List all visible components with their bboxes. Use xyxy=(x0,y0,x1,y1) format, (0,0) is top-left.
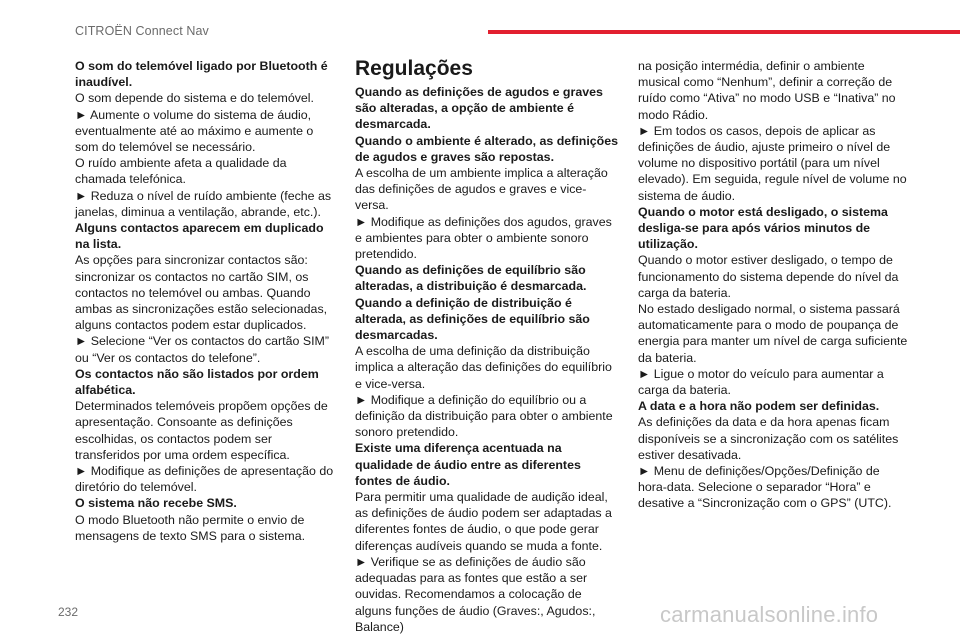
column-2-body xyxy=(355,84,620,635)
body-paragraph: No estado desligado normal, o sistema passará automaticamente para o modo de poupança de energia para manter um nível de carga suficiente da bateria. xyxy=(638,302,908,365)
question-heading: Existe uma diferença acentuada na qualidade de áudio entre as diferentes fontes de áudio. xyxy=(355,441,581,488)
body-paragraph: Para permitir uma qualidade de audição ideal, as definições de áudio podem ser adaptadas a diferentes fontes de áudio, o que pode gerar diferenças audíveis quando se muda a fonte. xyxy=(355,490,612,553)
body-paragraph: ► Menu de definições/Opções/Definição de hora-data. Selecione o separador “Hora” e desative a “Sincronização com o GPS” (UTC). xyxy=(638,464,892,511)
body-paragraph: ► Modifique as definições dos agudos, graves e ambientes para obter o ambiente sonoro pretendido. xyxy=(355,214,612,262)
body-paragraph: O modo Bluetooth não permite o envio de mensagens de texto SMS para o sistema. xyxy=(75,512,306,543)
body-paragraph: O ruído ambiente afeta a qualidade da chamada telefónica. xyxy=(75,156,287,187)
header-accent-bar xyxy=(488,30,960,34)
body-paragraph: ► Ligue o motor do veículo para aumentar a carga da bateria. xyxy=(638,366,884,398)
question-heading: O som do telemóvel ligado por Bluetooth é inaudível. xyxy=(75,59,328,90)
body-paragraph: A escolha de um ambiente implica a alteração das definições de agudos e graves e vice-versa. xyxy=(355,166,608,213)
question-heading: A data e a hora não podem ser definidas. xyxy=(638,399,880,414)
question-heading: Quando a definição de distribuição é alterada, as definições de equilíbrio são desmarcadas. xyxy=(355,295,590,343)
question-heading: Quando as definições de agudos e graves são alteradas, a opção de ambiente é desmarcada. xyxy=(355,85,603,132)
body-paragraph: ► Em todos os casos, depois de aplicar as definições de áudio, ajuste primeiro o nível de volume no dispositivo portátil (para um nível elevado). Em seguida, regule nível de volume no sistema de áudio. xyxy=(638,123,907,203)
body-paragraph: ► Selecione “Ver os contactos do cartão SIM” ou “Ver os contactos do telefone”. xyxy=(75,334,330,365)
body-paragraph: ► Reduza o nível de ruído ambiente (feche as janelas, diminua a ventilação, abrande, etc.). xyxy=(75,188,332,219)
body-paragraph: ► Modifique as definições de apresentação do diretório do telemóvel. xyxy=(75,464,334,495)
column-2 xyxy=(355,58,620,635)
body-paragraph: Quando o motor estiver desligado, o tempo de funcionamento do sistema depende do nível da carga da bateria. xyxy=(638,253,899,300)
question-heading: Alguns contactos aparecem em duplicado na lista. xyxy=(75,221,324,252)
body-paragraph: na posição intermédia, definir o ambiente musical como “Nenhum”, definir a correção de ruído como “Ativa” no modo USB e “Inativa” no modo Rádio. xyxy=(638,59,896,122)
question-heading: O sistema não recebe SMS. xyxy=(75,496,237,511)
body-paragraph: Determinados telemóveis propõem opções de apresentação. Consoante as definições escolhidas, os contactos podem ser transferidos por uma ordem específica. xyxy=(75,399,328,462)
watermark: carmanualsonline.info xyxy=(660,602,879,627)
question-heading: Os contactos não são listados por ordem alfabética. xyxy=(75,366,319,398)
question-heading: Quando o motor está desligado, o sistema desliga-se para após vários minutos de utilização. xyxy=(638,204,888,252)
body-paragraph: ► Aumente o volume do sistema de áudio, eventualmente até ao máximo e aumente o som do telemóvel se necessário. xyxy=(75,107,314,155)
body-paragraph: A escolha de uma definição da distribuição implica a alteração das definições do equilíbrio e vice-versa. xyxy=(355,344,612,391)
question-heading: Quando o ambiente é alterado, as definições de agudos e graves são repostas. xyxy=(355,133,619,164)
question-heading: Quando as definições de equilíbrio são alteradas, a distribuição é desmarcada. xyxy=(355,263,587,294)
body-paragraph: O som depende do sistema e do telemóvel. xyxy=(75,91,314,106)
body-paragraph: ► Verifique se as definições de áudio são adequadas para as fontes que estão a ser ouvidas. Recomendamos a colocação de alguns funções de áudio (Graves:, Agudos:, Balance) xyxy=(355,554,596,634)
column-1 xyxy=(75,58,337,544)
column-3 xyxy=(638,58,910,512)
body-paragraph: ► Modifique a definição do equilíbrio ou a definição da distribuição para obter o ambiente sonoro pretendido. xyxy=(355,392,613,440)
page-number: 232 xyxy=(58,605,79,619)
section-title: Regulações xyxy=(355,57,473,80)
body-paragraph: As opções para sincronizar contactos são: sincronizar os contactos no cartão SIM, os contactos no telemóvel ou ambas. Quando ambas as sincronizações estão selecionadas, alguns contactos podem estar duplicados. xyxy=(75,253,328,333)
header-title: CITROËN Connect Nav xyxy=(75,24,209,38)
body-paragraph: As definições da data e da hora apenas ficam disponíveis se a sincronização com os satélites estiver desativada. xyxy=(638,415,899,462)
